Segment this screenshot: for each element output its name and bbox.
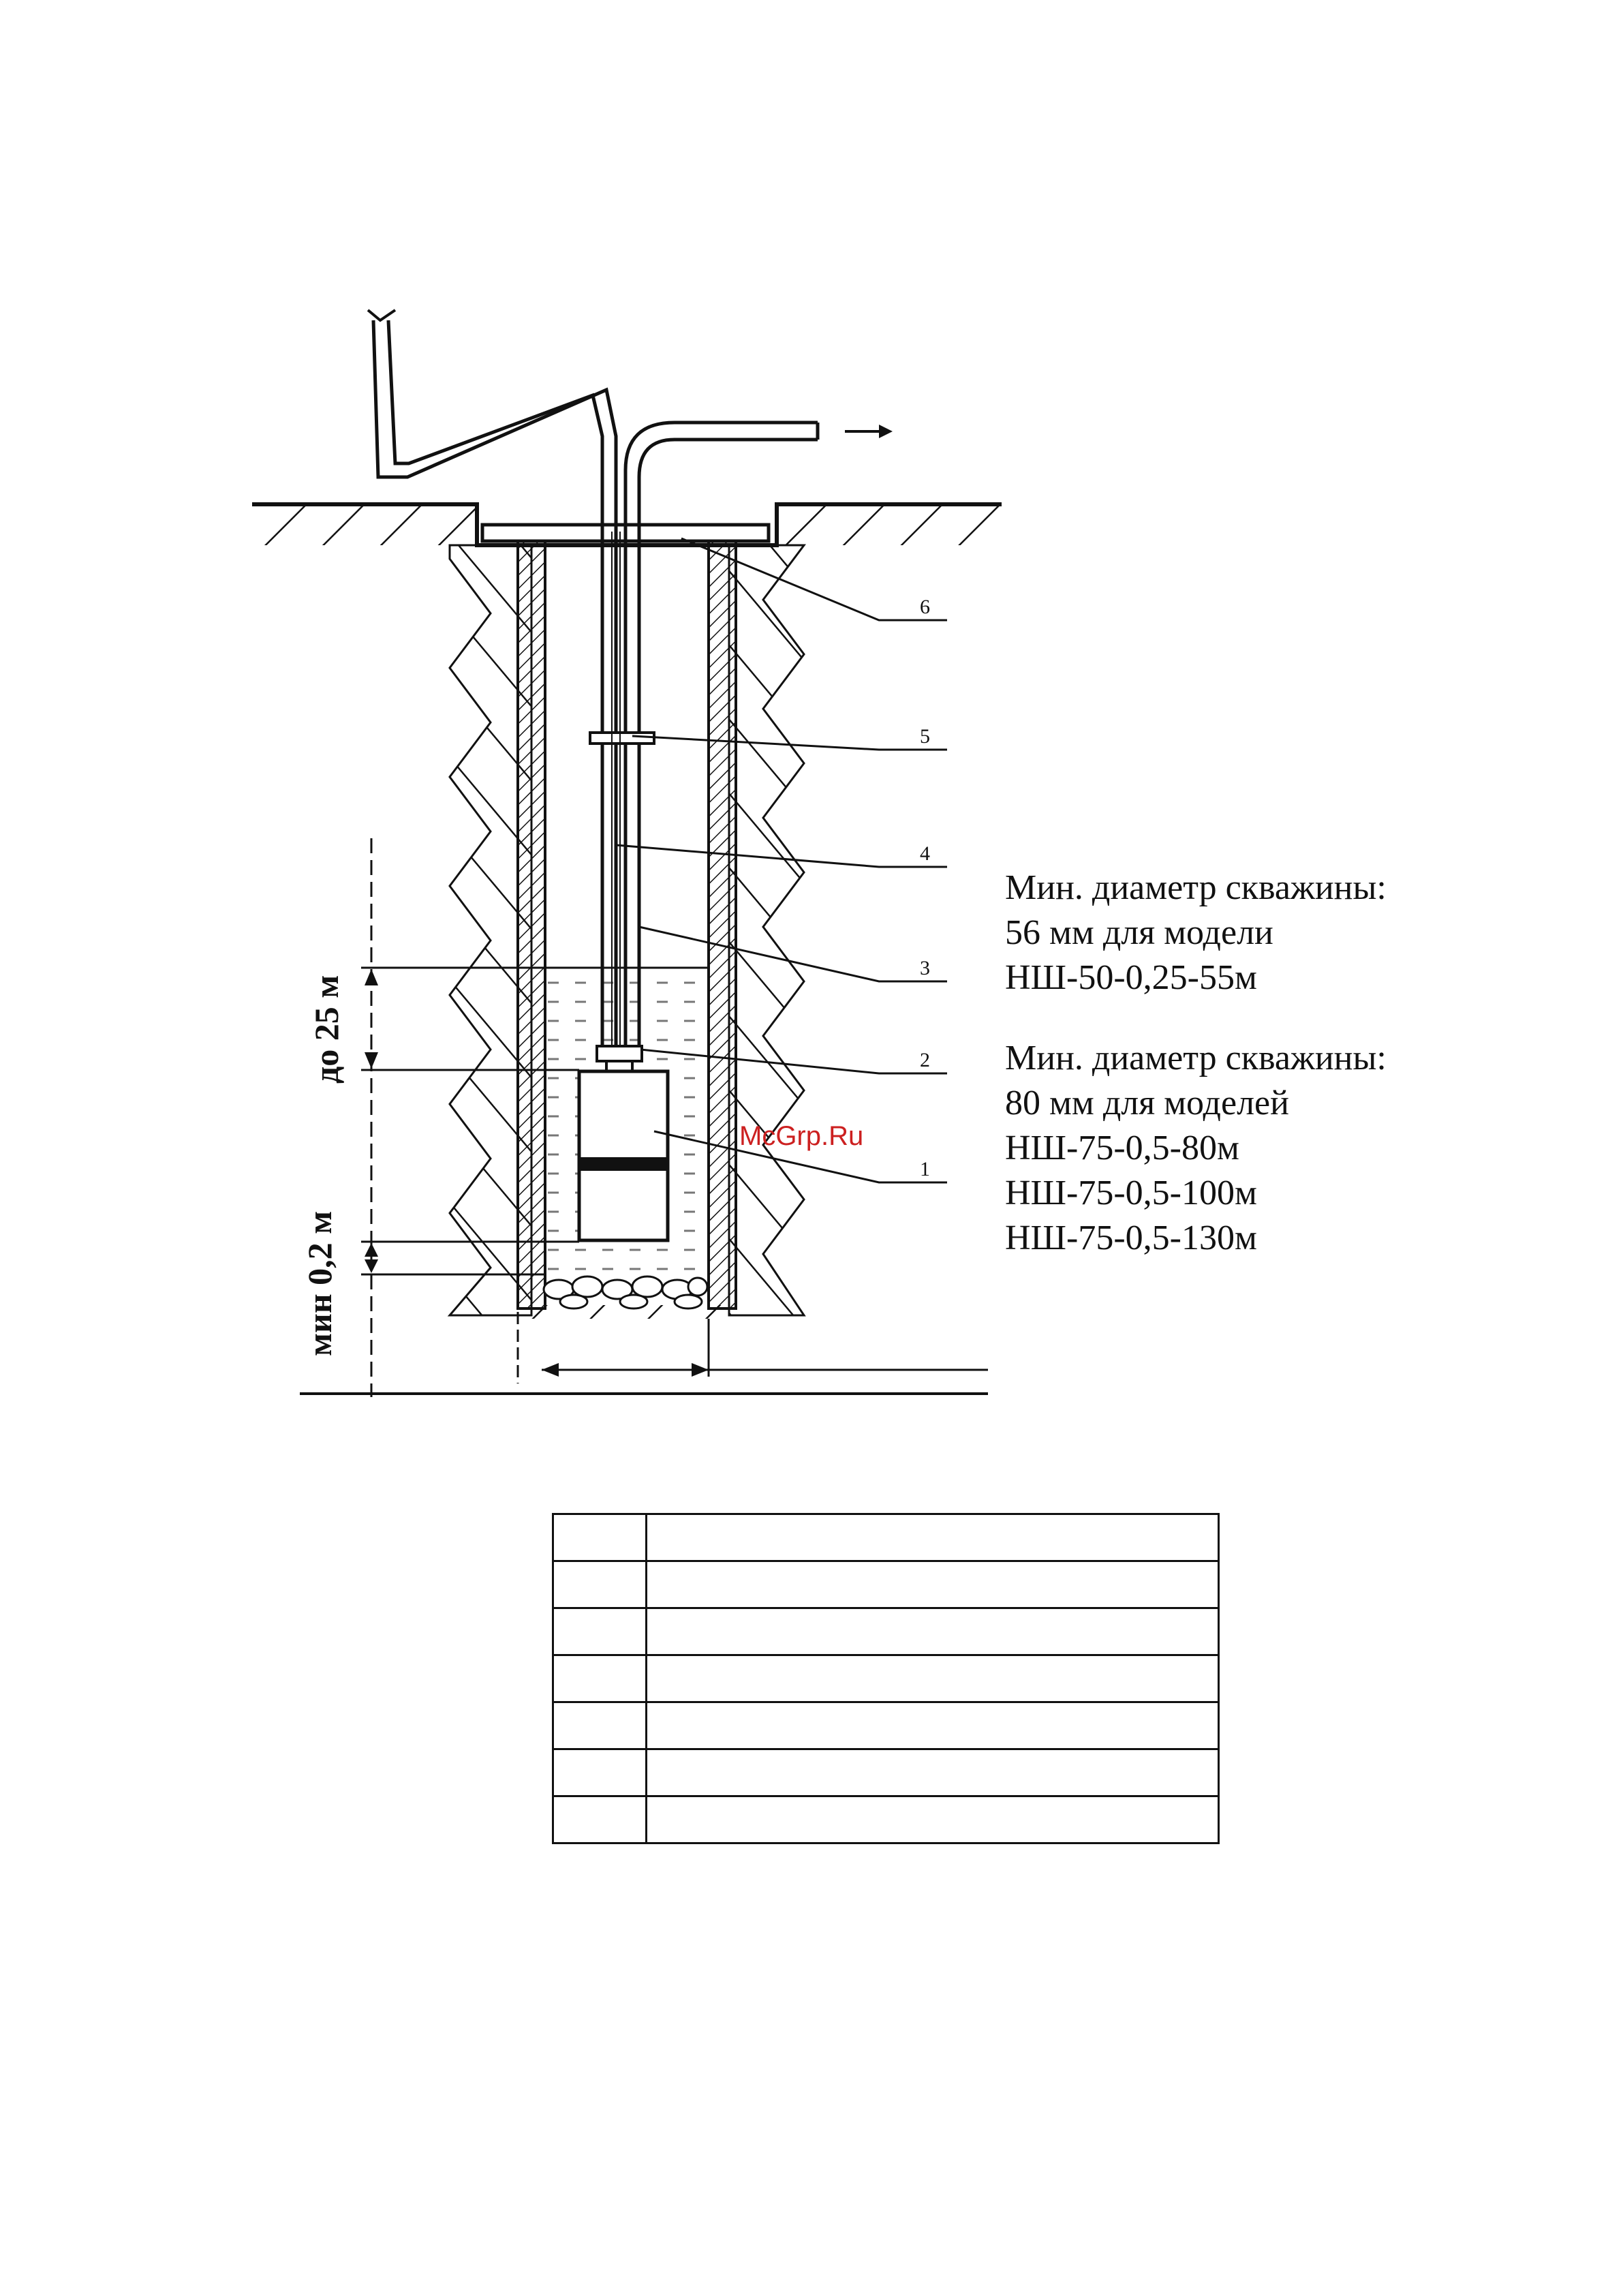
table-row [553,1561,1219,1608]
row-index-cell [553,1655,647,1702]
table-row [553,1655,1219,1702]
row-text-cell [647,1796,1219,1843]
table-row [553,1749,1219,1796]
part-number-2: 2 [920,1049,930,1071]
legend-table [552,1513,1220,1844]
part-number-5: 5 [920,725,930,748]
note-line: НШ-75-0,5-130м [1005,1219,1257,1257]
note-model-50 [1005,866,1387,1000]
part-number-6: 6 [920,596,930,618]
table-row [553,1796,1219,1843]
watermark: McGrp.Ru [739,1121,864,1151]
diameter-dimension [300,1312,988,1394]
submersible-pump [579,1046,668,1240]
part-number-4: 4 [920,842,930,865]
row-text-cell [647,1655,1219,1702]
row-text-cell [647,1702,1219,1749]
row-text-cell [647,1608,1219,1655]
row-index-cell [553,1749,647,1796]
note-line: 56 мм для модели [1005,913,1273,952]
min-clearance-label: мин 0,2 м [300,1210,339,1356]
table-row [553,1702,1219,1749]
note-line: НШ-75-0,5-80м [1005,1129,1239,1167]
row-index-cell [553,1514,647,1561]
row-text-cell [647,1749,1219,1796]
row-index-cell [553,1796,647,1843]
row-index-cell [553,1608,647,1655]
note-line: НШ-75-0,5-100м [1005,1174,1257,1212]
part-number-1: 1 [920,1158,930,1180]
table-row [553,1514,1219,1561]
note-model-75 [1005,1036,1387,1261]
gravel-bed [544,1276,707,1308]
note-heading: Мин. диаметр скважины: [1005,868,1387,907]
row-text-cell [647,1514,1219,1561]
table-row [553,1608,1219,1655]
row-index-cell [553,1702,647,1749]
depth-label: до 25 м [307,975,345,1084]
note-heading: Мин. диаметр скважины: [1005,1039,1387,1077]
note-line: НШ-50-0,25-55м [1005,958,1257,997]
row-text-cell [647,1561,1219,1608]
note-line: 80 мм для моделей [1005,1084,1289,1122]
part-number-3: 3 [920,957,930,979]
row-index-cell [553,1561,647,1608]
